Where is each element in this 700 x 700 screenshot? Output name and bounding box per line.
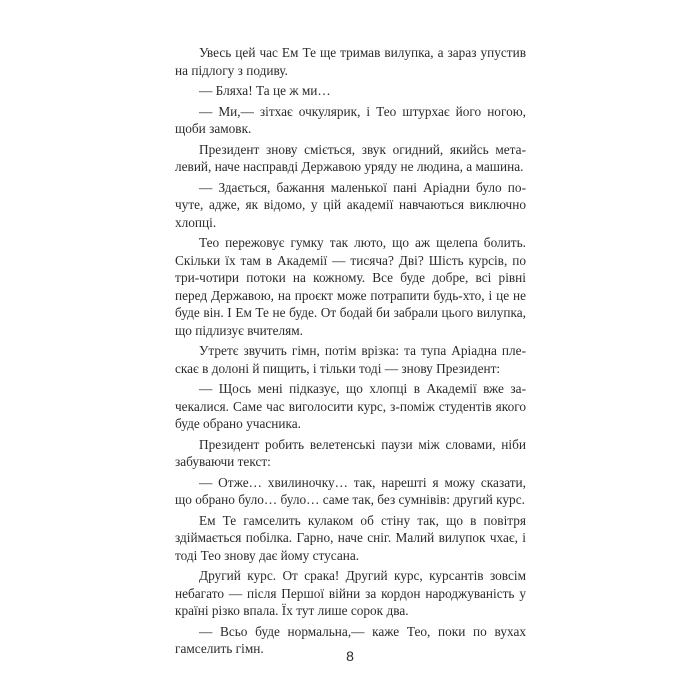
paragraph: — Всьо буде нормальна,— каже Тео, поки по вухах гамселить гімн. (175, 623, 526, 656)
paragraph: — Отже… хвилиночку… так, нарешті я можу сказати, що обрано було… було… саме так, без сумнівів: другий курс. (175, 474, 526, 507)
paragraph: Увесь цей час Ем Те ще тримав вилупка, а зараз упустив на підлогу з подиву. (175, 45, 526, 78)
paragraph: Президент робить велетенські паузи між словами, ніби забуваючи текст: (175, 436, 526, 469)
paragraph: Утретє звучить гімн, потім врізка: та тупа Аріадна плескає в долоні й пищить, і тільки тоді — знову Президент: (175, 343, 526, 376)
paragraph: — Щось мені підказує, що хлопці в Академії вже зачекалися. Саме час виголосити курс, з-поміж студентів якого буде обрано учасника. (175, 381, 526, 431)
paragraph: — Ми,— зітхає очкулярик, і Тео штурхає його ногою, щоби замовк. (175, 103, 526, 136)
paragraph: — Бляха! Та це ж ми… (199, 83, 331, 98)
paragraph: Президент знову сміється, звук огидний, якийсь металевий, наче насправді Державою уряду не людина, а машина. (175, 141, 526, 174)
paragraph: — Здається, бажання маленької пані Аріадни було почуте, адже, як відомо, у цій академії навчаються виключно хлопці. (175, 179, 526, 230)
paragraph: Другий курс. От срака! Другий курс, курсантів зовсім небагато — після Першої війни за кордон народжуваність у країні різко впала. Їх тут лише сорок два. (175, 568, 526, 618)
body-text (175, 44, 526, 661)
paragraph: Тео пережовує гумку так люто, що аж щелепа болить. Скільки їх там в Академії — тисяча? Дві? Шість курсів, по три-чотири потоки на кожному. Все буде добре, всі рівні перед Державою, на проєкт може потрапити будь-хто, і це не буде він. І Ем Те не буде. От бодай би забрали цього вилупка, що підлизує вчителям. (175, 235, 526, 338)
page-number: 8 (346, 648, 354, 664)
paragraph: Ем Те гамселить кулаком об стіну так, що в повітря здіймається побілка. Гарно, наче сніг. Малий вилупок чхає, і тоді Тео знову дає йому стусана. (175, 512, 526, 563)
